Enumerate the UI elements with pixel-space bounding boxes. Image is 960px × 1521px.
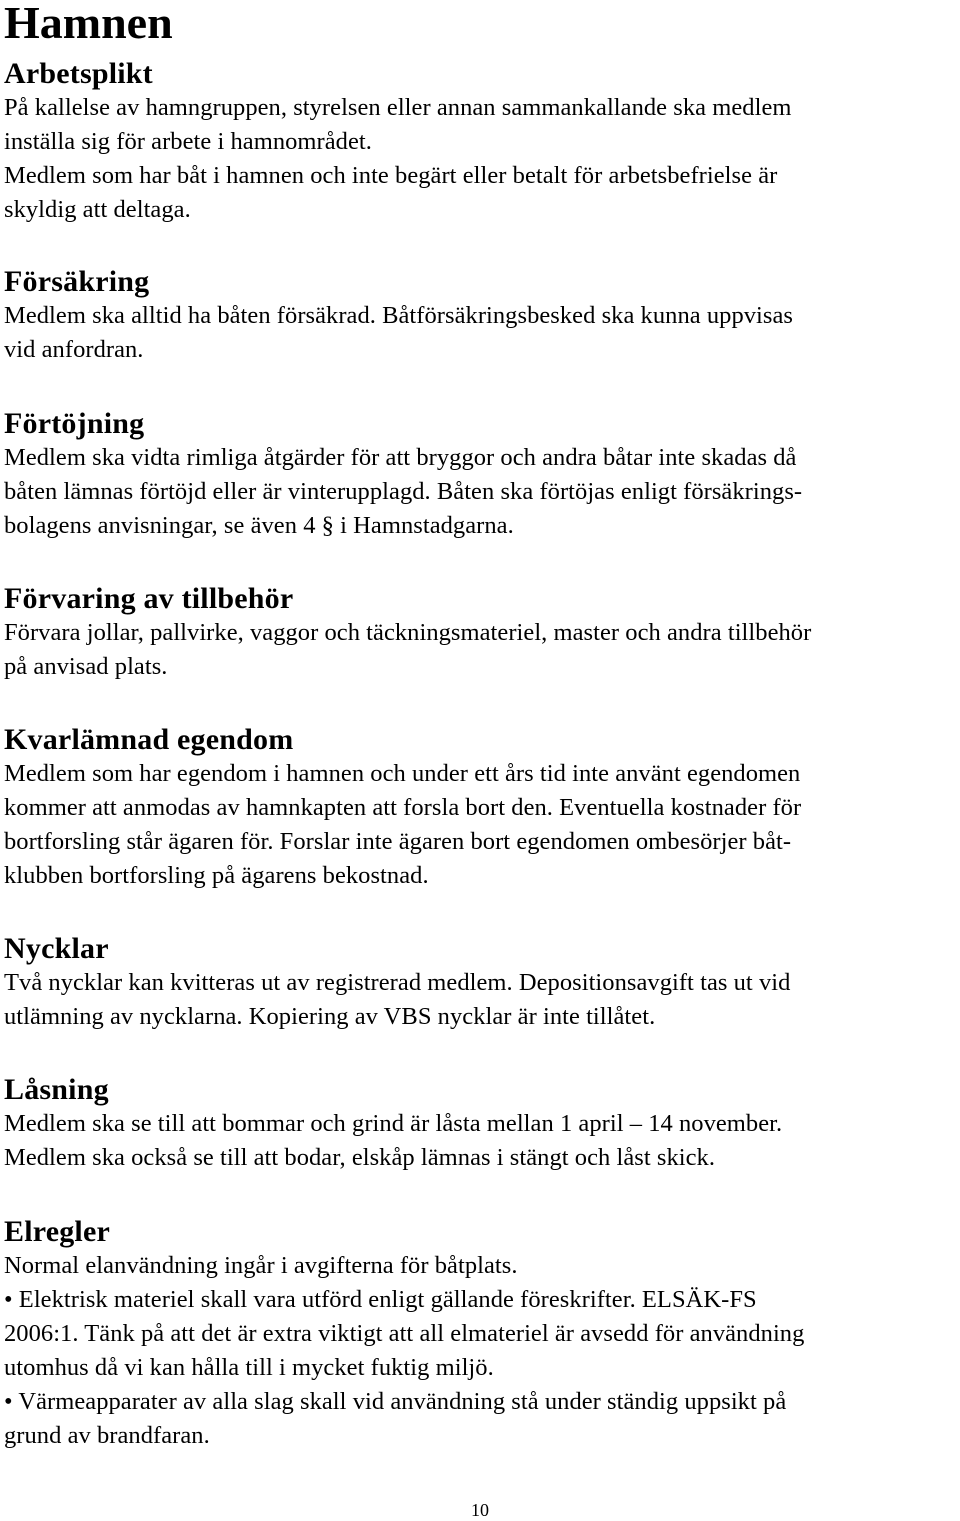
section-lasning <box>4 1073 956 1175</box>
text-line: utomhus då vi kan hålla till i mycket fuktig miljö. <box>4 1354 494 1381</box>
text-line: Medlem ska vidta rimliga åtgärder för att bryggor och andra båtar inte skadas då <box>4 444 797 471</box>
page-number: 10 <box>471 1500 489 1520</box>
text-line: • Elektrisk materiel skall vara utförd enligt gällande föreskrifter. ELSÄK-FS <box>4 1286 757 1313</box>
text-line: skyldig att deltaga. <box>4 196 191 223</box>
section-heading: Kvarlämnad egendom <box>4 723 294 756</box>
text-line: Två nycklar kan kvitteras ut av registrerad medlem. Depositionsavgift tas ut vid <box>4 969 791 996</box>
text-line: vid anfordran. <box>4 336 144 363</box>
text-line: • Värmeapparater av alla slag skall vid användning stå under ständig uppsikt på <box>4 1388 787 1415</box>
text-line: grund av brandfaran. <box>4 1422 210 1449</box>
text-line: Medlem som har båt i hamnen och inte begärt eller betalt för arbetsbefrielse är <box>4 162 778 189</box>
section-heading: Låsning <box>4 1073 109 1106</box>
section-elregler <box>4 1215 956 1453</box>
text-line: bolagens anvisningar, se även 4 § i Hamnstadgarna. <box>4 512 514 539</box>
text-line: inställa sig för arbete i hamnområdet. <box>4 128 372 155</box>
text-line: kommer att anmodas av hamnkapten att forsla bort den. Eventuella kostnader för <box>4 794 802 821</box>
text-line: båten lämnas förtöjd eller är vinterupplagd. Båten ska förtöjas enligt försäkrings- <box>4 478 803 505</box>
text-line: På kallelse av hamngruppen, styrelsen eller annan sammankallande ska medlem <box>4 94 792 121</box>
section-forsakring <box>4 265 956 367</box>
text-line: Medlem ska också se till att bodar, elskåp lämnas i stängt och låst skick. <box>4 1144 716 1171</box>
text-line: klubben bortforsling på ägarens bekostnad. <box>4 862 429 889</box>
section-heading: Nycklar <box>4 932 109 965</box>
section-heading: Förtöjning <box>4 407 145 440</box>
section-kvarlamnad-egendom <box>4 723 956 893</box>
text-line: 2006:1. Tänk på att det är extra viktigt att all elmateriel är avsedd för användning <box>4 1320 805 1347</box>
page-title: Hamnen <box>4 0 173 48</box>
section-heading: Arbetsplikt <box>4 57 153 90</box>
section-heading: Försäkring <box>4 265 150 298</box>
section-nycklar <box>4 932 956 1034</box>
section-arbetsplikt <box>4 57 956 227</box>
section-heading: Förvaring av tillbehör <box>4 582 294 615</box>
text-line: Medlem ska se till att bommar och grind är låsta mellan 1 april – 14 november. <box>4 1110 783 1137</box>
section-heading: Elregler <box>4 1215 110 1248</box>
text-line: Medlem ska alltid ha båten försäkrad. Båtförsäkringsbesked ska kunna uppvisas <box>4 302 794 329</box>
text-line: på anvisad plats. <box>4 653 168 680</box>
text-line: Medlem som har egendom i hamnen och under ett års tid inte använt egendomen <box>4 760 801 787</box>
text-line: Förvara jollar, pallvirke, vaggor och täckningsmateriel, master och andra tillbehör <box>4 619 812 646</box>
text-line: Normal elanvändning ingår i avgifterna för båtplats. <box>4 1252 518 1279</box>
section-forvaring <box>4 582 956 684</box>
text-line: bortforsling står ägaren för. Forslar inte ägaren bort egendomen ombesörjer båt- <box>4 828 792 855</box>
text-line: utlämning av nycklarna. Kopiering av VBS nycklar är inte tillåtet. <box>4 1003 656 1030</box>
section-fortojning <box>4 407 956 543</box>
